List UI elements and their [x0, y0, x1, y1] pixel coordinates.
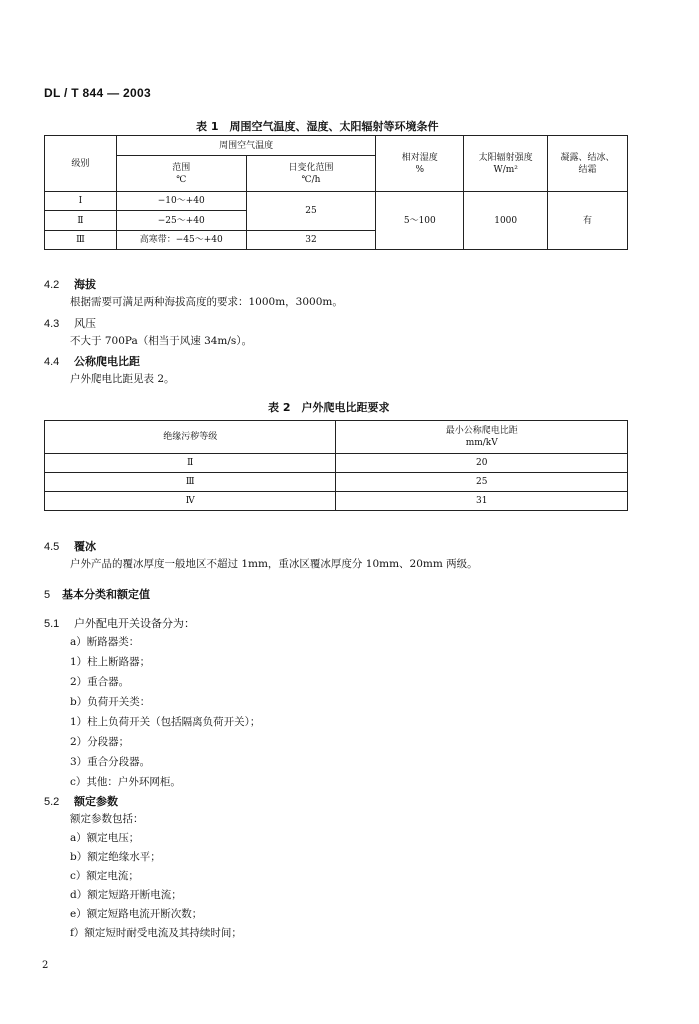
t1-range-unit: ℃: [176, 174, 187, 185]
t1-cell-level: Ⅰ: [45, 192, 117, 211]
t1-header-daily: [246, 156, 376, 192]
section-title: 风压: [74, 317, 96, 330]
list-item: c）额定电流；: [70, 870, 139, 882]
table-row: [45, 492, 628, 511]
section-title: 覆冰: [74, 540, 96, 553]
t1-cell-range: −10～+40: [116, 192, 246, 211]
t1-cell-humidity: 5～100: [376, 192, 464, 250]
section-title: 额定参数: [74, 795, 118, 808]
document-header: DL / T 844 — 2003: [44, 86, 151, 100]
t1-header-ambient: 周围空气温度: [116, 136, 376, 156]
t2-cell-value: 20: [336, 454, 628, 473]
t1-header-condensation: [548, 136, 628, 192]
section-4-5-heading: [44, 538, 96, 554]
t1-cell-condense: 有: [548, 192, 628, 250]
list-item: a）额定电压；: [70, 832, 140, 844]
table-row: [45, 192, 628, 211]
section-title: 海拔: [74, 278, 96, 291]
t2-cell-level: Ⅲ: [45, 473, 336, 492]
list-item: a）断路器类：: [70, 636, 140, 648]
section-4-4-heading: [44, 353, 140, 369]
list-item: d）额定短路开断电流；: [70, 889, 182, 901]
section-number: 4.2: [44, 279, 60, 291]
t1-humidity-name: 相对湿度: [401, 152, 438, 163]
section-number: 4.4: [44, 356, 60, 368]
t2-header-creepage: [336, 421, 628, 454]
page-number: 2: [42, 960, 49, 971]
t1-condense-line1: 凝露、结冰、: [560, 152, 615, 163]
list-item: 2）分段器；: [70, 736, 130, 748]
section-5-1-heading: [44, 615, 195, 631]
t1-daily-name: 日变化范围: [288, 162, 334, 173]
section-title: 户外配电开关设备分为：: [74, 617, 195, 630]
t1-solar-unit: W/m²: [493, 164, 518, 175]
table-row: [45, 454, 628, 473]
list-item: b）额定绝缘水平；: [70, 851, 161, 863]
t1-solar-name: 太阳辐射强度: [478, 152, 533, 163]
t1-header-level: 级别: [45, 136, 117, 192]
t2-cell-level: Ⅱ: [45, 454, 336, 473]
section-number: 5.1: [44, 618, 60, 630]
section-number: 5: [44, 589, 51, 601]
t1-condense-line2: 结霜: [578, 164, 597, 175]
section-5-heading: [44, 586, 150, 602]
section-4-2-text: 根据需要可满足两种海拔高度的要求：1000m，3000m。: [70, 296, 343, 308]
t2-cell-value: 25: [336, 473, 628, 492]
t1-cell-range: −25～+40: [116, 211, 246, 231]
t1-header-solar: [464, 136, 548, 192]
t1-cell-range: 高寒带：−45～+40: [116, 231, 246, 250]
t1-cell-level: Ⅲ: [45, 231, 117, 250]
t2-creepage-name: 最小公称爬电比距: [445, 426, 518, 436]
section-4-2-heading: [44, 276, 96, 292]
t1-cell-daily: 25: [246, 192, 376, 231]
list-item: 1）柱上负荷开关（包括隔离负荷开关）；: [70, 716, 261, 728]
section-5-2-heading: [44, 793, 118, 809]
list-item: f）额定短时耐受电流及其持续时间；: [70, 927, 242, 939]
t1-header-range: [116, 156, 246, 192]
t2-cell-value: 31: [336, 492, 628, 511]
section-title: 基本分类和额定值: [62, 588, 150, 601]
t1-cell-daily: 32: [246, 231, 376, 250]
list-item: c）其他：户外环网柜。: [70, 776, 181, 788]
t2-creepage-unit: mm/kV: [465, 438, 498, 448]
creepage-table: [44, 420, 628, 511]
list-item: 1）柱上断路器；: [70, 656, 151, 668]
section-4-3-heading: [44, 315, 96, 331]
section-number: 5.2: [44, 796, 60, 808]
section-number: 4.3: [44, 318, 60, 330]
section-number: 4.5: [44, 541, 60, 553]
t1-range-name: 范围: [172, 162, 191, 173]
environment-conditions-table: [44, 135, 628, 250]
t1-cell-level: Ⅱ: [45, 211, 117, 231]
table1-caption: 表 1 周围空气温度、湿度、太阳辐射等环境条件: [196, 120, 439, 133]
section-5-2-intro: 额定参数包括：: [70, 813, 144, 825]
list-item: b）负荷开关类：: [70, 696, 151, 708]
t1-daily-unit: ℃/h: [301, 174, 321, 185]
t1-cell-solar: 1000: [464, 192, 548, 250]
table2-caption: 表 2 户外爬电比距要求: [268, 401, 390, 414]
section-4-5-text: 户外产品的覆冰厚度一般地区不超过 1mm，重冰区覆冰厚度分 10mm、20mm 两级。: [70, 558, 478, 570]
list-item: 3）重合分段器。: [70, 756, 151, 768]
t1-humidity-unit: %: [415, 164, 425, 175]
t1-header-humidity: [376, 136, 464, 192]
t2-cell-level: Ⅳ: [45, 492, 336, 511]
section-title: 公称爬电比距: [74, 355, 140, 368]
t2-header-pollution: 绝缘污秽等级: [45, 421, 336, 454]
section-4-3-text: 不大于 700Pa（相当于风速 34m/s）。: [70, 335, 253, 347]
table-row: [45, 473, 628, 492]
list-item: 2）重合器。: [70, 676, 130, 688]
section-4-4-text: 户外爬电比距见表 2。: [70, 373, 175, 385]
list-item: e）额定短路电流开断次数；: [70, 908, 203, 920]
